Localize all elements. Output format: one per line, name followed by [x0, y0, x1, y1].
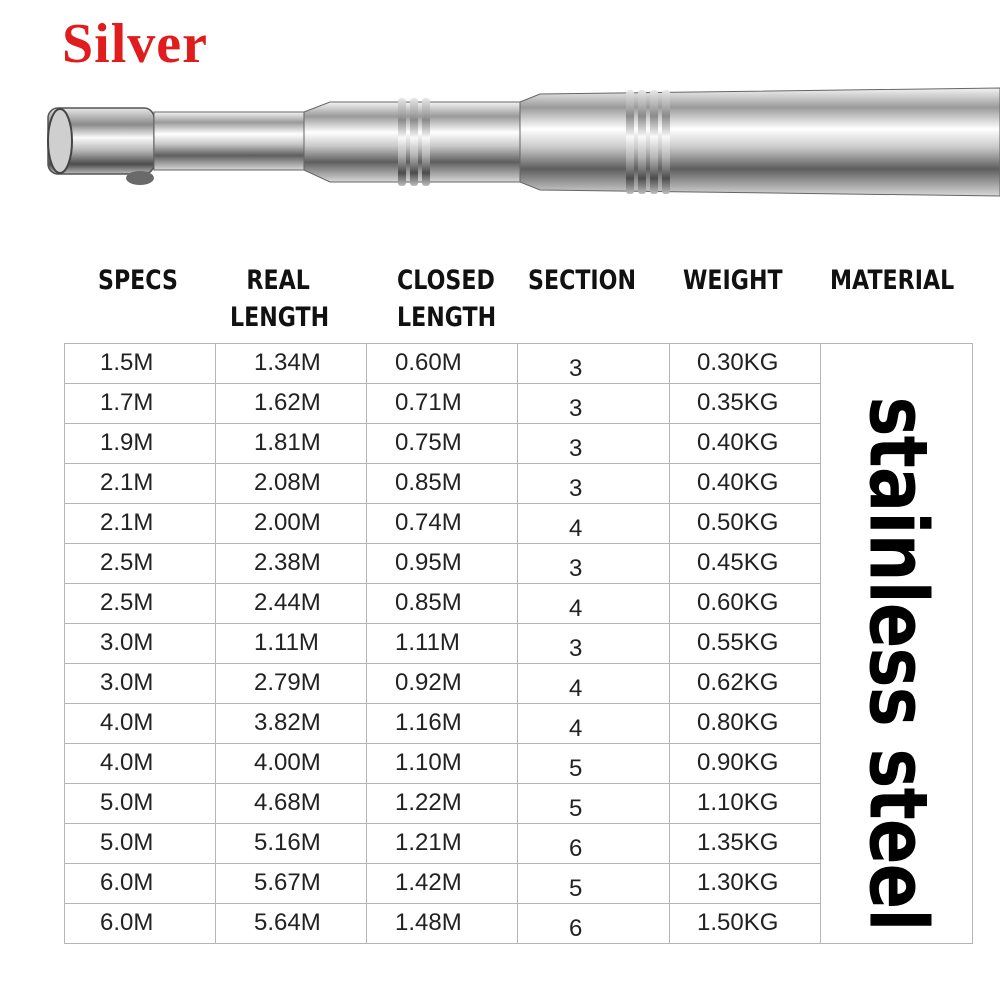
cell-section: 5	[569, 755, 583, 782]
header-specs: SPECS	[98, 265, 178, 296]
cell-spec: 2.5M	[100, 589, 154, 616]
cell-spec: 3.0M	[100, 669, 154, 696]
cell-real-length: 3.82M	[254, 709, 321, 736]
grid-line	[64, 543, 821, 544]
cell-real-length: 5.67M	[254, 869, 321, 896]
cell-section: 3	[569, 475, 583, 502]
header-closed-length: CLOSED LENGTH	[397, 265, 497, 333]
cell-section: 3	[569, 635, 583, 662]
cell-closed-length: 0.92M	[395, 669, 462, 696]
cell-spec: 4.0M	[100, 749, 154, 776]
cell-section: 5	[569, 795, 583, 822]
cell-section: 5	[569, 875, 583, 902]
grid-line	[64, 703, 821, 704]
grid-line	[64, 743, 821, 744]
cell-weight: 0.40KG	[697, 469, 779, 496]
cell-real-length: 2.08M	[254, 469, 321, 496]
cell-section: 3	[569, 355, 583, 382]
cell-closed-length: 1.42M	[395, 869, 462, 896]
header-section: SECTION	[528, 265, 637, 296]
specs-table	[64, 343, 976, 955]
grid-line	[64, 423, 821, 424]
cell-closed-length: 1.22M	[395, 789, 462, 816]
cell-closed-length: 0.95M	[395, 549, 462, 576]
grid-line	[64, 783, 821, 784]
cell-weight: 1.50KG	[697, 909, 779, 936]
cell-section: 4	[569, 715, 583, 742]
cell-real-length: 2.44M	[254, 589, 321, 616]
table-row	[64, 383, 824, 423]
cell-real-length: 1.81M	[254, 429, 321, 456]
cell-closed-length: 1.48M	[395, 909, 462, 936]
header-material: MATERIAL	[830, 265, 955, 296]
grid-line	[64, 623, 821, 624]
cell-spec: 2.5M	[100, 549, 154, 576]
cell-weight: 1.35KG	[697, 829, 779, 856]
cell-closed-length: 1.11M	[395, 629, 460, 656]
table-row	[64, 703, 824, 743]
table-row	[64, 663, 824, 703]
cell-section: 3	[569, 555, 583, 582]
cell-real-length: 4.00M	[254, 749, 321, 776]
cell-weight: 0.40KG	[697, 429, 779, 456]
cell-section: 3	[569, 395, 583, 422]
header-weight: WEIGHT	[683, 265, 783, 296]
cell-real-length: 2.38M	[254, 549, 321, 576]
grid-line	[972, 343, 973, 943]
cell-weight: 0.80KG	[697, 709, 779, 736]
table-row	[64, 543, 824, 583]
cell-spec: 6.0M	[100, 869, 154, 896]
header-real-length: REAL LENGTH	[230, 265, 330, 333]
table-row	[64, 503, 824, 543]
table-row	[64, 823, 824, 863]
cell-closed-length: 0.60M	[395, 349, 462, 376]
cell-section: 6	[569, 915, 583, 942]
cell-section: 4	[569, 675, 583, 702]
cell-closed-length: 0.75M	[395, 429, 462, 456]
cell-real-length: 1.11M	[254, 629, 319, 656]
cell-spec: 6.0M	[100, 909, 154, 936]
pole-product-image	[0, 80, 1000, 210]
cell-closed-length: 0.74M	[395, 509, 462, 536]
grid-line	[64, 383, 821, 384]
table-row	[64, 463, 824, 503]
cell-real-length: 1.34M	[254, 349, 321, 376]
cell-weight: 0.62KG	[697, 669, 779, 696]
cell-spec: 5.0M	[100, 829, 154, 856]
cell-spec: 4.0M	[100, 709, 154, 736]
cell-real-length: 4.68M	[254, 789, 321, 816]
grid-line	[64, 583, 821, 584]
cell-section: 4	[569, 515, 583, 542]
cell-closed-length: 1.21M	[395, 829, 462, 856]
cell-spec: 1.5M	[100, 349, 154, 376]
cell-weight: 0.35KG	[697, 389, 779, 416]
cell-spec: 2.1M	[100, 469, 154, 496]
cell-closed-length: 0.71M	[395, 389, 462, 416]
cell-closed-length: 1.16M	[395, 709, 462, 736]
cell-weight: 0.60KG	[697, 589, 779, 616]
grid-line	[64, 823, 821, 824]
cell-closed-length: 0.85M	[395, 469, 462, 496]
table-row	[64, 903, 824, 943]
grid-line	[64, 503, 821, 504]
material-cell	[824, 383, 972, 943]
table-row	[64, 783, 824, 823]
table-row	[64, 743, 824, 783]
cell-weight: 1.30KG	[697, 869, 779, 896]
cell-spec: 1.9M	[100, 429, 154, 456]
table-row	[64, 343, 824, 383]
cell-weight: 0.90KG	[697, 749, 779, 776]
cell-spec: 1.7M	[100, 389, 154, 416]
material-value: stainless steel	[851, 395, 945, 931]
table-row	[64, 583, 824, 623]
cell-closed-length: 1.10M	[395, 749, 462, 776]
cell-spec: 3.0M	[100, 629, 154, 656]
cell-real-length: 1.62M	[254, 389, 321, 416]
cell-real-length: 2.00M	[254, 509, 321, 536]
cell-section: 3	[569, 435, 583, 462]
table-row	[64, 623, 824, 663]
table-header	[0, 262, 1000, 342]
table-row	[64, 863, 824, 903]
cell-weight: 0.55KG	[697, 629, 779, 656]
grid-line	[64, 463, 821, 464]
product-color-title: Silver	[62, 13, 208, 75]
grid-line	[64, 863, 821, 864]
cell-real-length: 2.79M	[254, 669, 321, 696]
cell-real-length: 5.64M	[254, 909, 321, 936]
grid-line	[64, 943, 973, 944]
cell-section: 6	[569, 835, 583, 862]
cell-weight: 0.30KG	[697, 349, 779, 376]
cell-section: 4	[569, 595, 583, 622]
cell-closed-length: 0.85M	[395, 589, 462, 616]
cell-weight: 0.50KG	[697, 509, 779, 536]
table-row	[64, 423, 824, 463]
grid-line	[64, 903, 821, 904]
cell-real-length: 5.16M	[254, 829, 321, 856]
cell-spec: 5.0M	[100, 789, 154, 816]
telescopic-pole-illustration	[0, 80, 1000, 210]
grid-line	[64, 663, 821, 664]
cell-weight: 1.10KG	[697, 789, 779, 816]
cell-spec: 2.1M	[100, 509, 154, 536]
cell-weight: 0.45KG	[697, 549, 779, 576]
